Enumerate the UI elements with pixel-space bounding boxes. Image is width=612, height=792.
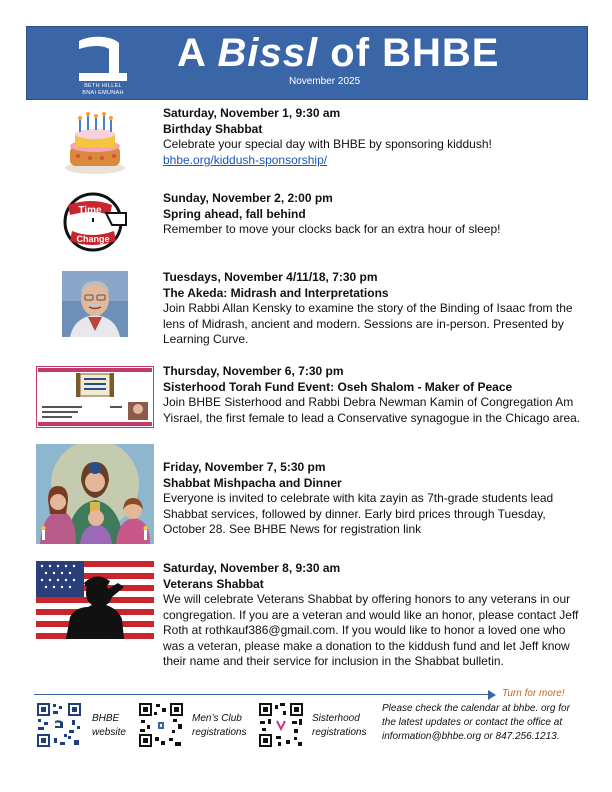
arrow-right-icon [488,690,496,700]
event-description: Join Rabbi Allan Kensky to examine the story of the Binding of Isaac from the lens of Midrash, ancient and modern. Sessions are in-person. Presented by Learning Curve. [163,301,573,346]
event-date: Friday, November 7, 5:30 pm [163,460,326,474]
mens-club-qr-code-icon[interactable] [138,702,184,748]
logo-line-1: BETH HILLEL [84,83,122,89]
sisterhood-qr-code-icon[interactable] [258,702,304,748]
event-description: Join BHBE Sisterhood and Rabbi Debra Newman Kamin of Congregation Am Yisrael, the first female to lead a Conservative synagogue in the Chicago area. [163,395,581,425]
page-title [177,31,499,76]
time-label: Time [78,205,102,216]
website-qr-code-icon[interactable] [36,702,82,748]
title-bissl: Bissl [217,31,319,75]
time-change-clock-icon [62,191,128,253]
footer-note: Please check the calendar at bhbe. org for the latest updates or contact the office at information@bhbe.org or 847.256.1213. [382,703,570,742]
title-a: A [177,31,206,75]
torah-fund-flyer-image [36,366,154,428]
header-banner [26,26,588,100]
event-date: Saturday, November 1, 9:30 am [163,106,341,120]
event-description: Celebrate your special day with BHBE by sponsoring kiddush! [163,137,492,151]
event-name: Veterans Shabbat [163,576,264,591]
title-rest: of BHBE [330,31,500,75]
event-date: Thursday, November 6, 7:30 pm [163,364,344,378]
family-shabbat-illustration [36,444,154,544]
event-date: Saturday, November 8, 9:30 am [163,561,341,575]
event-description: We will celebrate Veterans Shabbat by offering honors to any veterans in our congregation. If you are a veteran and would like an honor, please contact Jeff Roth at rothkauf386@gmail.com. If you would like to honor a loved one who was a veteran, please make a donation to the kiddush fund and let Jeff know their name and their service for inclusion in the Shabbat bulletin. [163,592,579,668]
event-name: Sisterhood Torah Fund Event: Oseh Shalom - Maker of Peace [163,379,513,394]
rabbi-portrait-image [62,271,128,337]
change-label: Change [76,234,110,244]
event-date: Tuesdays, November 4/11/18, 7:30 pm [163,270,378,284]
event-name: The Akeda: Midrash and Interpretations [163,285,389,300]
kiddush-sponsorship-link[interactable]: bhbe.org/kiddush-sponsorship/ [163,152,328,167]
birthday-cake-icon [62,110,128,176]
event-date: Sunday, November 2, 2:00 pm [163,191,333,205]
event-name: Shabbat Mishpacha and Dinner [163,475,342,490]
turn-for-more: Turn for more! [502,688,565,699]
footer-divider [34,694,490,695]
logo-line-2: BNAI EMUNAH [82,90,124,96]
mens-club-qr-label: Men’s Club registrations [192,713,247,738]
soldier-saluting-flag-image [36,561,154,639]
website-qr-label: BHBE website [92,713,126,738]
page-subtitle: November 2025 [289,76,361,87]
event-description: Remember to move your clocks back for an extra hour of sleep! [163,222,501,236]
event-description: Everyone is invited to celebrate with kita zayin as 7th-grade students lead Shabbat services, followed by dinner. Early bird prices through Tuesday, October 28. See BHBE News for registration link [163,491,554,536]
event-name: Birthday Shabbat [163,121,263,136]
sisterhood-qr-label: Sisterhood registrations [312,713,367,738]
event-name: Spring ahead, fall behind [163,206,306,221]
